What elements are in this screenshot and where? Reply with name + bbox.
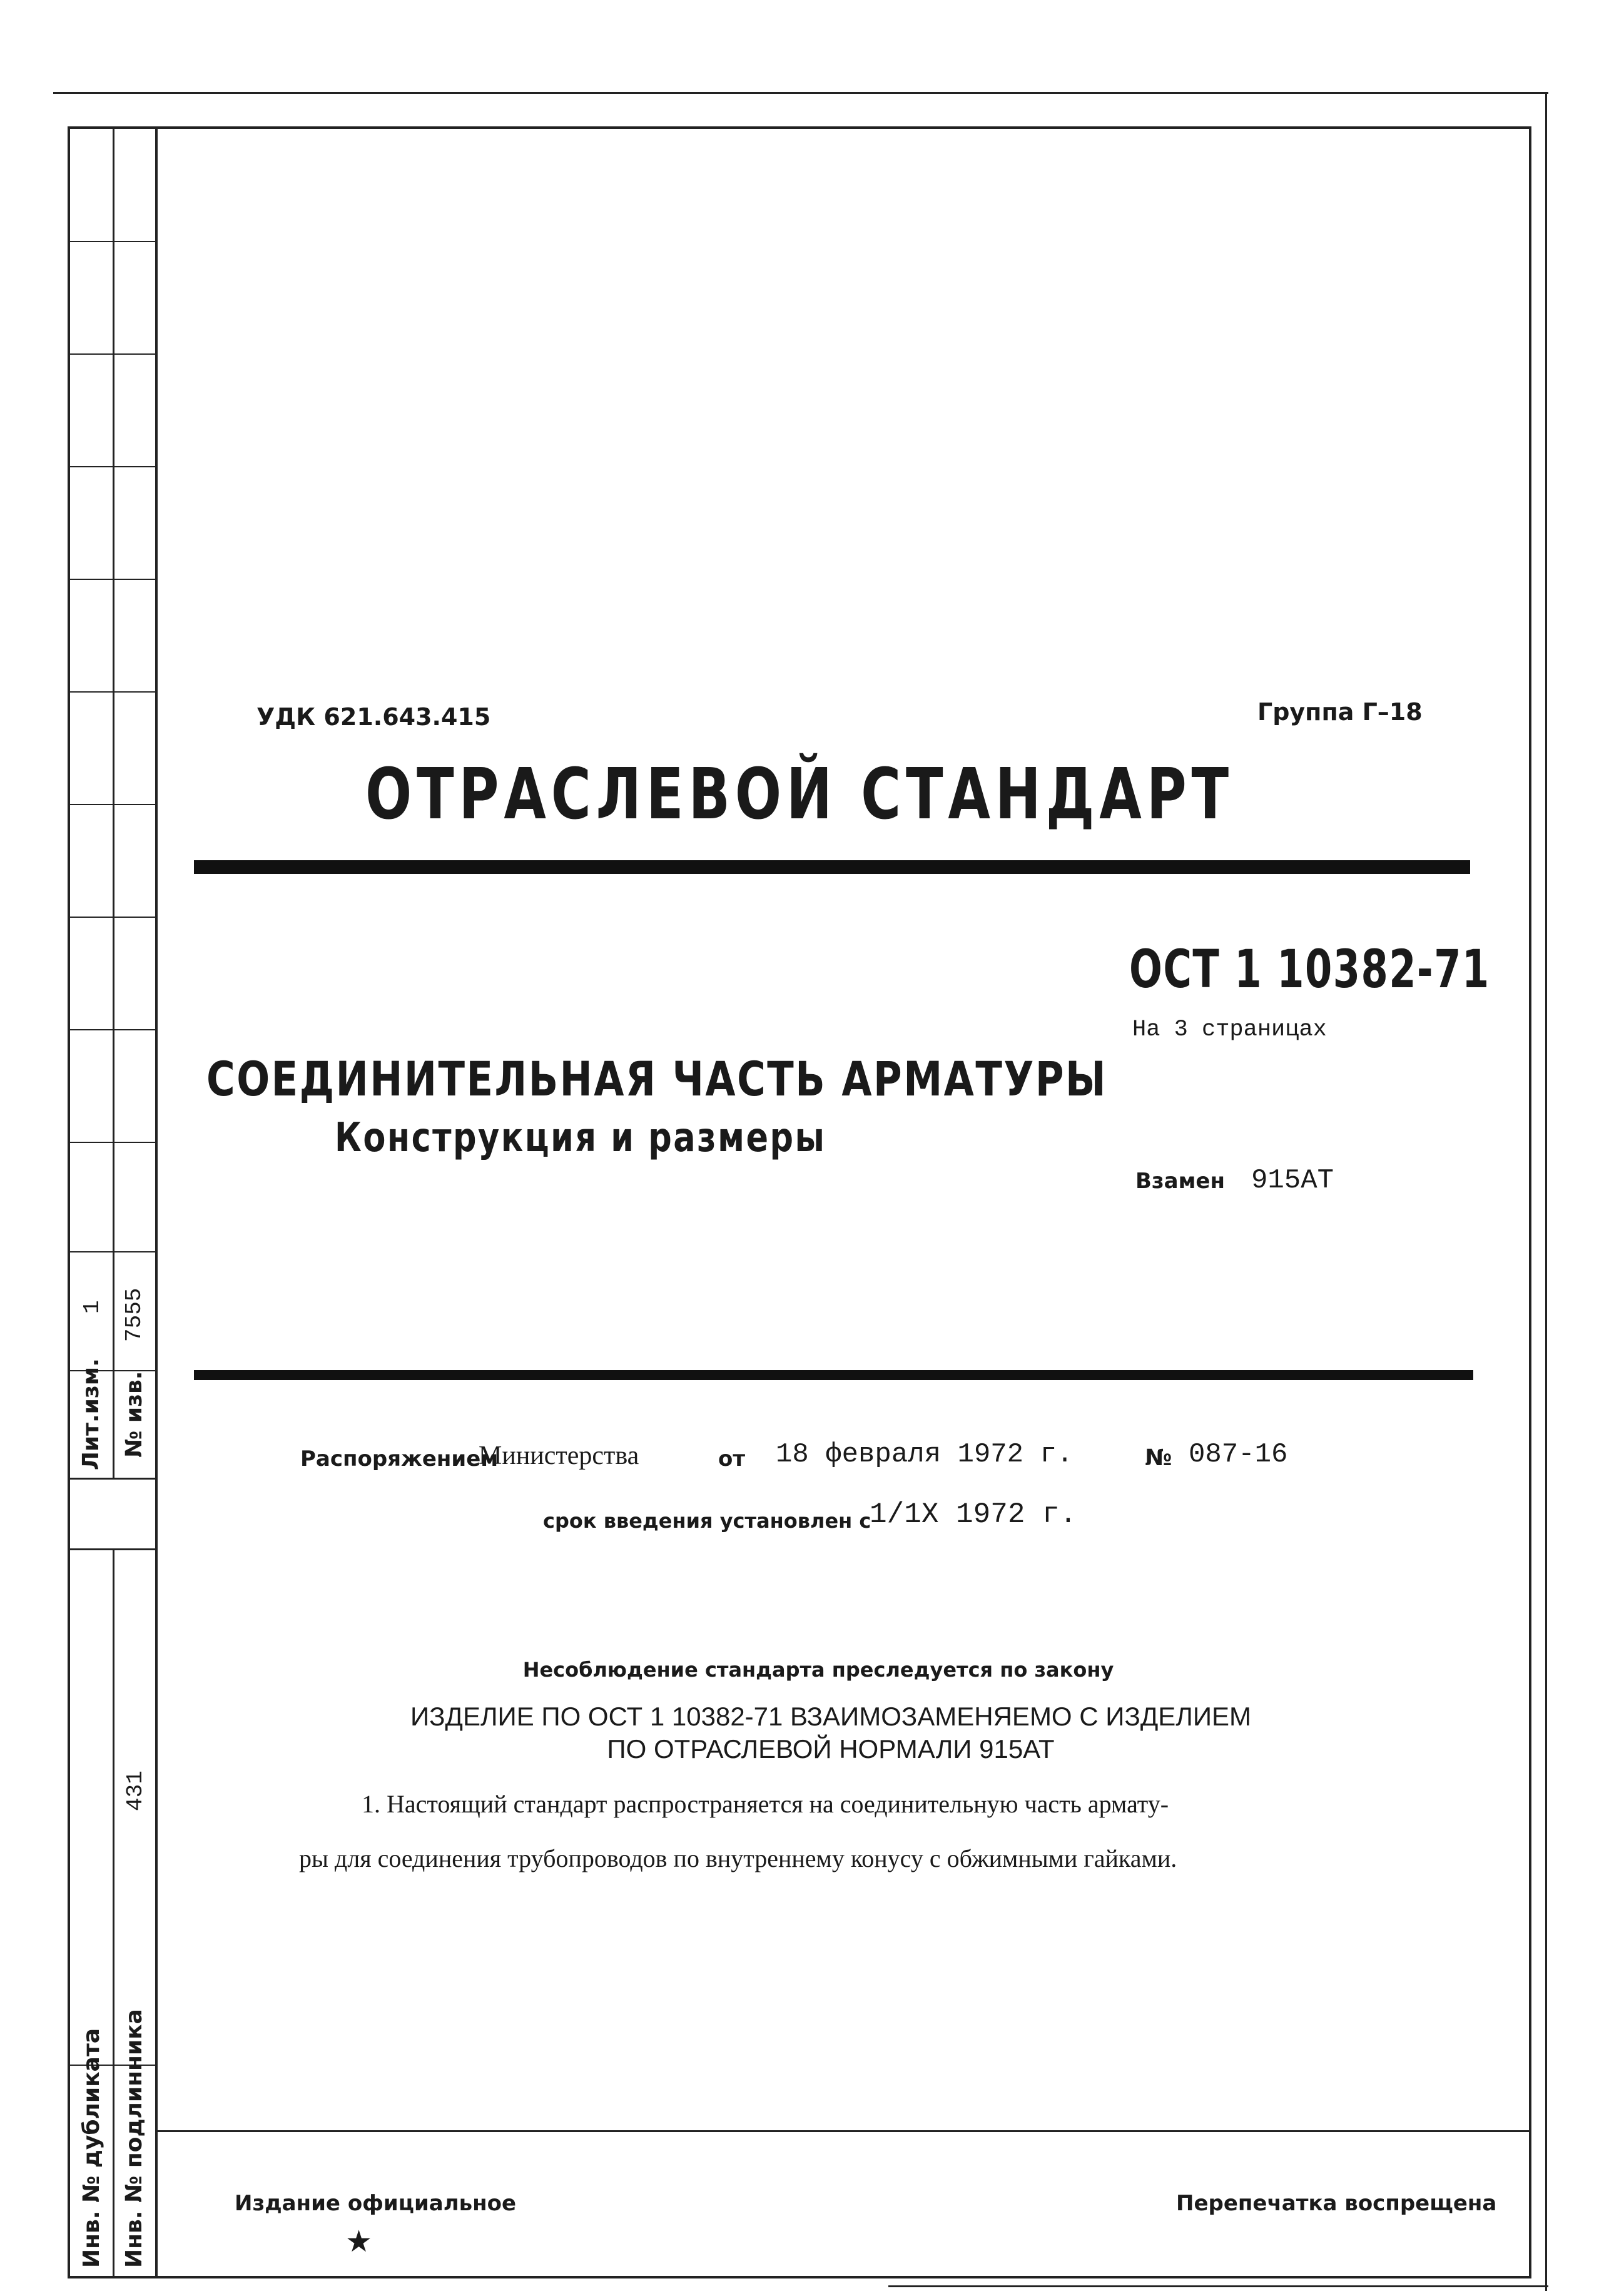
stamp-divider-2 xyxy=(155,126,158,2278)
title-bar xyxy=(194,860,1470,874)
frame-top xyxy=(68,126,1531,129)
product-subtitle: Конструкция и размеры xyxy=(335,1115,826,1161)
replaces-value: 915АТ xyxy=(1251,1165,1334,1196)
replaces-label: Взамен xyxy=(1135,1169,1225,1194)
clause-1-line-1: 1. Настоящий стандарт распространяется на соединительную часть армату- xyxy=(362,1790,1169,1818)
stamp-row xyxy=(68,579,158,580)
frame-bottom xyxy=(68,2276,1531,2278)
standard-number: ОСТ 1 10382-71 xyxy=(1129,938,1490,1000)
stamp-gap-bottom xyxy=(68,1548,158,1550)
order-date: 18 февраля 1972 г. xyxy=(776,1439,1074,1470)
clause-1-line-2: ры для соединения трубопроводов по внутреннему конусу с обжимными гайками. xyxy=(299,1844,1177,1872)
order-from-label: от xyxy=(718,1446,746,1471)
effective-date: 1/1X 1972 г. xyxy=(870,1498,1077,1531)
star-icon: ★ xyxy=(345,2224,373,2259)
stamp-row xyxy=(68,1251,158,1252)
stamp-row xyxy=(68,691,158,693)
stamp-row xyxy=(68,241,158,242)
frame-right xyxy=(1529,126,1531,2278)
stamp-row xyxy=(68,466,158,467)
bottom-rule xyxy=(888,2285,1548,2287)
stamp-row xyxy=(68,917,158,918)
lit-izm-label: Лит.изм. xyxy=(78,1358,104,1470)
reprint-notice: Перепечатка воспрещена xyxy=(1176,2191,1497,2216)
stamp-row xyxy=(68,1029,158,1030)
inv-podlinnika-value: 431 xyxy=(123,1770,148,1811)
law-notice: Несоблюдение стандарта преследуется по закону xyxy=(522,1658,1114,1682)
order-label: Распоряжением xyxy=(300,1446,499,1471)
document-title: ОТРАСЛЕВОЙ СТАНДАРТ xyxy=(365,754,1234,835)
izv-value: 7555 xyxy=(121,1288,147,1342)
product-title: СОЕДИНИТЕЛЬНАЯ ЧАСТЬ АРМАТУРЫ xyxy=(206,1051,1108,1107)
section-bar xyxy=(194,1370,1473,1380)
pages-count: На 3 страницах xyxy=(1132,1017,1327,1043)
izv-label: № изв. xyxy=(121,1371,147,1458)
stamp-row xyxy=(68,353,158,355)
lit-izm-value: 1 xyxy=(79,1300,105,1314)
order-number-label: № xyxy=(1145,1445,1172,1471)
interchange-line-1: ИЗДЕЛИЕ ПО ОСТ 1 10382-71 ВЗАИМОЗАМЕНЯЕМО С ИЗДЕЛИЕМ xyxy=(410,1702,1252,1731)
footer-rule xyxy=(155,2130,1531,2132)
inv-dublikata-label: Инв. № дубликата xyxy=(79,2028,104,2268)
effective-label: срок введения установлен с xyxy=(543,1509,871,1533)
interchange-line-2: ПО ОТРАСЛЕВОЙ НОРМАЛИ 915АТ xyxy=(607,1734,1055,1764)
top-rule xyxy=(53,92,1548,94)
order-issuer: Министерства xyxy=(479,1441,639,1470)
stamp-gap-top xyxy=(68,1478,158,1480)
frame-left xyxy=(68,126,70,2278)
stamp-row xyxy=(68,804,158,805)
group-code: Группа Г–18 xyxy=(1257,698,1423,726)
inv-podlinnika-label: Инв. № подлинника xyxy=(121,2009,147,2268)
order-number: 087-16 xyxy=(1189,1439,1288,1470)
edition-label: Издание официальное xyxy=(235,2191,517,2216)
stamp-row xyxy=(68,1142,158,1143)
udk-code: УДК 621.643.415 xyxy=(256,703,491,731)
stamp-divider-1 xyxy=(113,126,114,1478)
outer-right-rule xyxy=(1545,92,1547,2291)
